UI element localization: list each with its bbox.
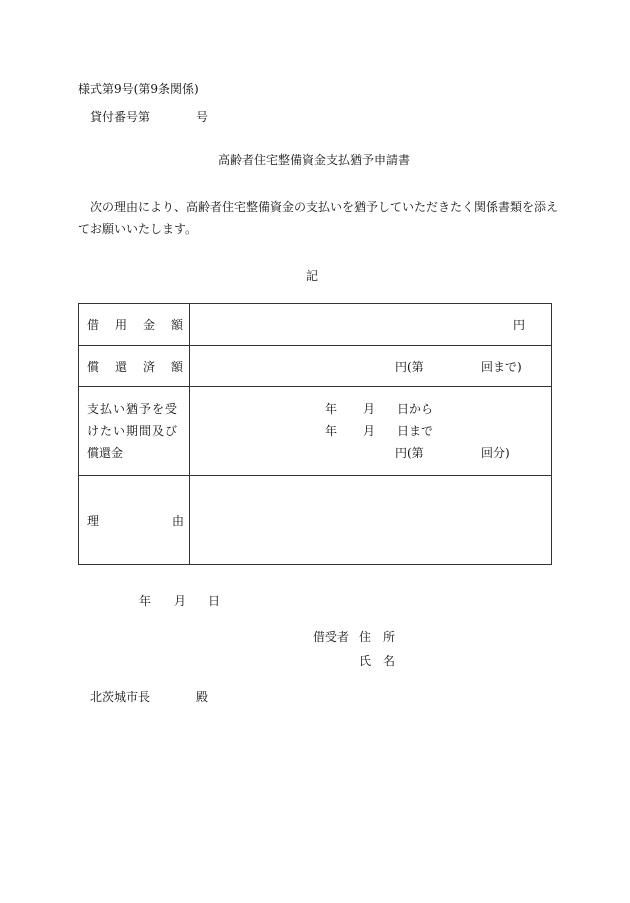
deferral-from-month: 月 [363,402,376,416]
deferral-from-day: 日から [397,402,434,416]
label-deferral-2: けたい期間及び [87,424,179,438]
date-year: 年 [139,594,152,608]
repaid-amount-unit: 円(第 [395,360,424,374]
row-repaid-amount [79,346,551,387]
page-title: 高齢者住宅整備資金支払猶予申請書 [218,153,411,167]
label-deferral-1: 支払い猶予を受 [87,402,179,416]
label-borrowed-amount [87,318,183,332]
loan-number-suffix: 号 [196,110,209,124]
borrower-label: 借受者 [313,630,350,644]
label-char: 還 [114,360,127,374]
application-table [78,303,552,565]
label-char: 済 [142,360,155,374]
label-char: 額 [170,318,183,332]
row-borrowed-amount [79,304,551,346]
body-text-line-1: 次の理由により、高齢者住宅整備資金の支払いを猶予していただきたく関係書類を添え [90,200,559,214]
label-char: 償 [87,360,100,374]
deferral-amount-times: 回分) [481,446,510,460]
repaid-amount-times: 回まで) [481,360,522,374]
borrower-address: 住 所 [359,630,396,644]
body-text-line-2: てお願いいたします。 [78,222,198,236]
form-number: 様式第9号(第9条関係) [78,82,199,96]
label-char: 用 [114,318,127,332]
deferral-to-year: 年 [325,424,338,438]
label-repaid-amount [87,360,183,374]
loan-number-prefix: 貸付番号第 [90,110,151,124]
deferral-from-year: 年 [325,402,338,416]
borrower-name: 氏 名 [359,654,396,668]
addressee-dono: 殿 [196,690,209,704]
deferral-to-day: 日まで [397,424,434,438]
borrowed-amount-unit: 円 [513,318,526,332]
deferral-amount-unit: 円(第 [395,446,424,460]
label-char: 額 [170,360,183,374]
row-reason [79,476,551,564]
label-deferral-3: 償還金 [87,446,124,460]
deferral-to-month: 月 [363,424,376,438]
label-reason-right: 由 [172,514,185,528]
label-char: 借 [87,318,100,332]
ki-mark: 記 [306,269,319,283]
addressee-mayor: 北茨城市長 [90,690,151,704]
row-deferral [79,387,551,476]
label-reason-left: 理 [87,514,100,528]
date-month: 月 [174,594,187,608]
label-char: 金 [142,318,155,332]
date-day: 日 [208,594,221,608]
